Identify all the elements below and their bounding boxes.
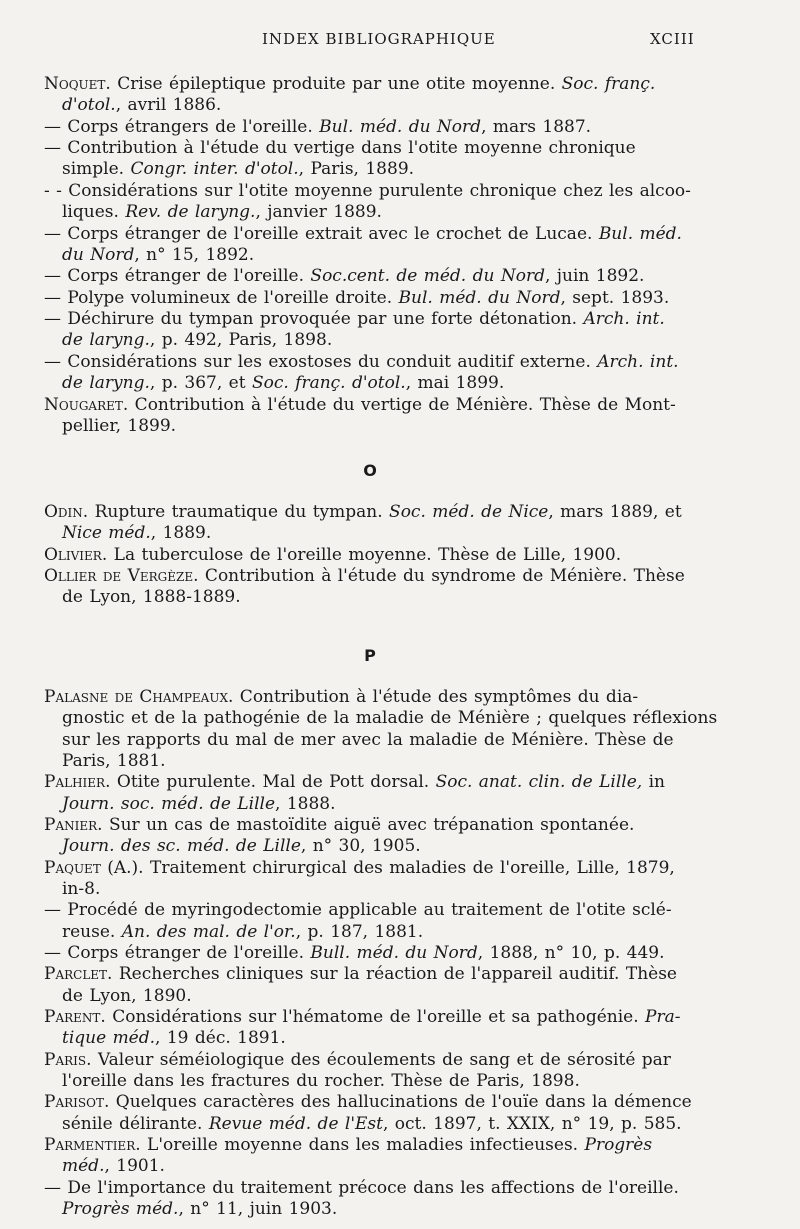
entry-line: méd., 1901.: [62, 1156, 165, 1176]
entry-line: Parisot. Quelques caractères des hallucinations de l'ouïe dans la démence: [44, 1092, 692, 1112]
entry-line: — Corps étranger de l'oreille. Soc.cent. de méd. du Nord, juin 1892.: [44, 266, 645, 286]
entry-line: d'otol., avril 1886.: [62, 95, 222, 115]
page-number: XCIII: [650, 30, 695, 48]
author-name: Nougaret.: [44, 395, 129, 415]
entry-line: de laryng., p. 367, et Soc. franç. d'otol., mai 1899.: [62, 373, 505, 393]
entry-line: Journ. soc. méd. de Lille, 1888.: [62, 794, 336, 814]
entry-line: Ollier de Vergèze. Contribution à l'étude du syndrome de Ménière. Thèse: [44, 566, 685, 586]
author-name: Parent.: [44, 1007, 106, 1027]
entry-line: — Polype volumineux de l'oreille droite. Bul. méd. du Nord, sept. 1893.: [44, 288, 670, 308]
entry-line: — Corps étrangers de l'oreille. Bul. méd. du Nord, mars 1887.: [44, 117, 592, 137]
entry-line: Parmentier. L'oreille moyenne dans les maladies infectieuses. Progrès: [44, 1135, 653, 1155]
entry-line: Paquet (A.). Traitement chirurgical des maladies de l'oreille, Lille, 1879,: [44, 858, 675, 878]
entry-line: Parclet. Recherches cliniques sur la réaction de l'appareil auditif. Thèse: [44, 964, 677, 984]
entry-line: Journ. des sc. méd. de Lille, n° 30, 1905.: [62, 836, 421, 856]
entry-line: tique méd., 19 déc. 1891.: [62, 1028, 286, 1048]
entry-line: — Corps étranger de l'oreille extrait avec le crochet de Lucae. Bul. méd.: [44, 224, 682, 244]
entry-line: Olivier. La tuberculose de l'oreille moyenne. Thèse de Lille, 1900.: [44, 545, 622, 565]
section-letter-o: O: [363, 461, 377, 480]
section-letter-p: P: [364, 646, 376, 665]
entry-line: — Déchirure du tympan provoquée par une forte détonation. Arch. int.: [44, 309, 665, 329]
entry-line: de Lyon, 1888-1889.: [62, 587, 241, 607]
author-name: Noquet.: [44, 74, 111, 94]
entry-line: Noquet. Crise épileptique produite par une otite moyenne. Soc. franç.: [44, 74, 656, 94]
entry-line: — De l'importance du traitement précoce dans les affections de l'oreille.: [44, 1178, 679, 1198]
running-head: [0, 30, 800, 54]
author-name: Palasne de Champeaux.: [44, 687, 234, 707]
entry-line: du Nord, n° 15, 1892.: [62, 245, 255, 265]
entry-line: Nougaret. Contribution à l'étude du vertige de Ménière. Thèse de Mont-: [44, 395, 676, 415]
entry-line: Nice méd., 1889.: [62, 523, 212, 543]
author-name: Ollier de Vergèze.: [44, 566, 199, 586]
entry-line: Panier. Sur un cas de mastoïdite aiguë avec trépanation spontanée.: [44, 815, 635, 835]
entry-line: - - Considérations sur l'otite moyenne purulente chronique chez les alcoo-: [44, 181, 691, 201]
entry-line: gnostic et de la pathogénie de la maladie de Ménière ; quelques réflexions: [62, 708, 718, 728]
entry-line: de laryng., p. 492, Paris, 1898.: [62, 330, 333, 350]
author-name: Paris.: [44, 1050, 92, 1070]
entry-line: in-8.: [62, 879, 101, 899]
entry-line: Palhier. Otite purulente. Mal de Pott dorsal. Soc. anat. clin. de Lille, in: [44, 772, 666, 792]
entry-line: Palasne de Champeaux. Contribution à l'étude des symptômes du dia-: [44, 687, 639, 707]
author-name: Parmentier.: [44, 1135, 141, 1155]
entry-line: Progrès méd., n° 11, juin 1903.: [62, 1199, 338, 1219]
author-name: Palhier.: [44, 772, 111, 792]
entry-line: Odin. Rupture traumatique du tympan. Soc. méd. de Nice, mars 1889, et: [44, 502, 682, 522]
author-name: Olivier.: [44, 545, 108, 565]
entry-line: — Contribution à l'étude du vertige dans l'otite moyenne chronique: [44, 138, 636, 158]
entry-line: pellier, 1899.: [62, 416, 177, 436]
entry-line: reuse. An. des mal. de l'or., p. 187, 1881.: [62, 922, 424, 942]
entry-line: Paris. Valeur séméiologique des écoulements de sang et de sérosité par: [44, 1050, 671, 1070]
author-name: Panier.: [44, 815, 103, 835]
entry-line: Parent. Considérations sur l'hématome de l'oreille et sa pathogénie. Pra-: [44, 1007, 681, 1027]
entry-line: de Lyon, 1890.: [62, 986, 192, 1006]
running-head-title: INDEX BIBLIOGRAPHIQUE: [262, 30, 496, 48]
entry-line: Paris, 1881.: [62, 751, 166, 771]
entry-line: sénile délirante. Revue méd. de l'Est, oct. 1897, t. XXIX, n° 19, p. 585.: [62, 1114, 682, 1134]
author-name: Parisot.: [44, 1092, 110, 1112]
entry-line: sur les rapports du mal de mer avec la maladie de Ménière. Thèse de: [62, 730, 674, 750]
entry-line: — Corps étranger de l'oreille. Bull. méd. du Nord, 1888, n° 10, p. 449.: [44, 943, 665, 963]
author-name: Odin.: [44, 502, 89, 522]
author-name: Paquet: [44, 858, 101, 878]
entry-line: l'oreille dans les fractures du rocher. Thèse de Paris, 1898.: [62, 1071, 580, 1091]
entry-line: — Considérations sur les exostoses du conduit auditif externe. Arch. int.: [44, 352, 679, 372]
entry-line: simple. Congr. inter. d'otol., Paris, 1889.: [62, 159, 415, 179]
entry-line: — Procédé de myringodectomie applicable au traitement de l'otite sclé-: [44, 900, 672, 920]
entry-line: liques. Rev. de laryng., janvier 1889.: [62, 202, 382, 222]
author-name: Parclet.: [44, 964, 113, 984]
